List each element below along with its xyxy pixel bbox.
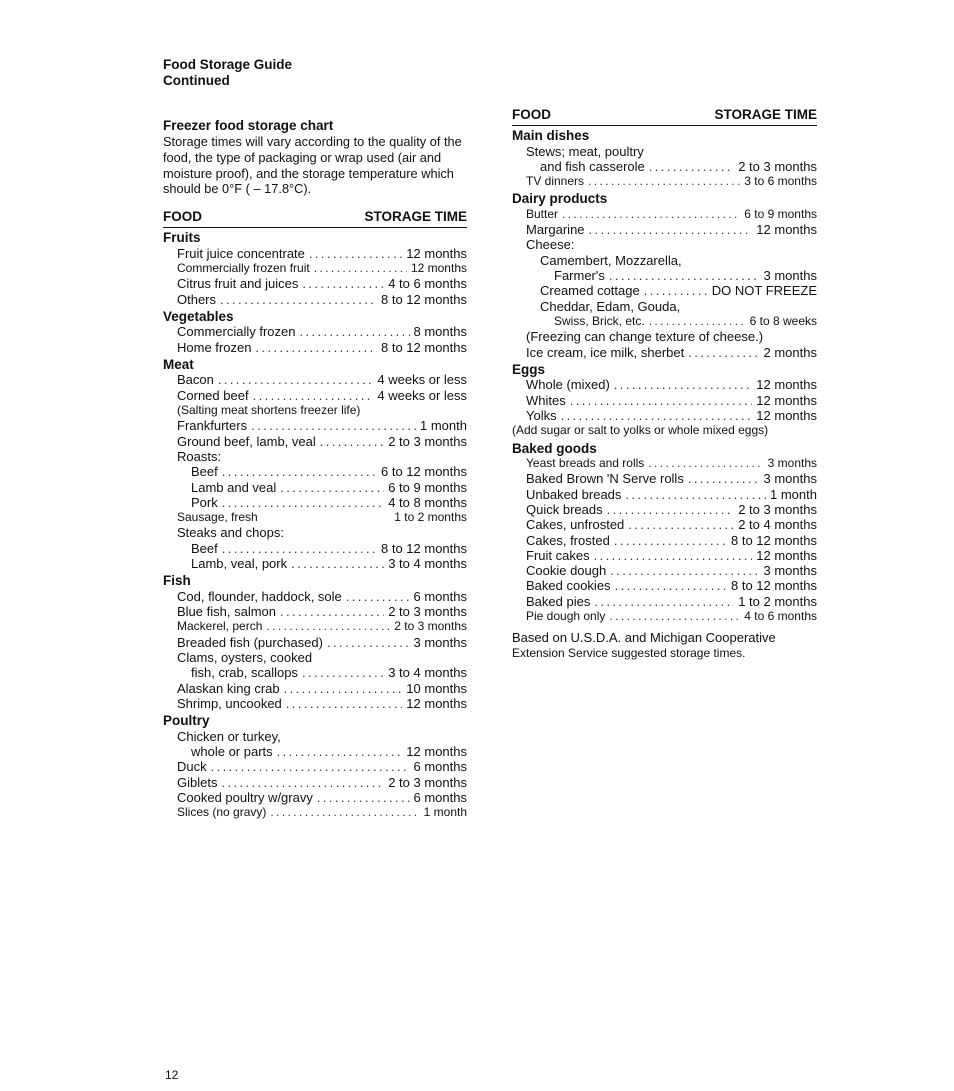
list-item: Lamb, veal, pork ..... 3 to 4 months — [163, 556, 467, 571]
list-item: Shrimp, uncooked ..... 12 months — [163, 696, 467, 711]
list-item: Farmer's ..... 3 months — [512, 268, 817, 283]
subgroup-label: Camembert, Mozzarella, — [540, 252, 682, 268]
column-header — [163, 209, 467, 228]
list-item: Breaded fish (purchased) ..... 3 months — [163, 635, 467, 650]
list-item: Frankfurters ..... 1 month — [163, 418, 467, 433]
subgroup-label: Steaks and chops: — [177, 525, 284, 541]
list-item: Yolks ..... 12 months — [512, 408, 817, 423]
list-item: Commercially frozen ..... 8 months — [163, 324, 467, 339]
list-item: TV dinners ..... 3 to 6 months — [512, 174, 817, 189]
list-item: Commercially frozen fruit ..... 12 months — [163, 261, 467, 276]
section-heading-meat: Meat — [163, 356, 194, 372]
footnote-line-1: Based on U.S.D.A. and Michigan Cooperative — [512, 630, 776, 646]
list-item: Fruit juice concentrate ..... 12 months — [163, 246, 467, 261]
list-item: Cakes, unfrosted ..... 2 to 4 months — [512, 517, 817, 532]
page-number: 12 — [165, 1068, 179, 1082]
list-item: Creamed cottage ..... DO NOT FREEZE — [512, 283, 817, 298]
list-item: Quick breads ..... 2 to 3 months — [512, 502, 817, 517]
section-heading-baked-goods: Baked goods — [512, 440, 597, 456]
list-item: Cookie dough ..... 3 months — [512, 563, 817, 578]
section-heading-main-dishes: Main dishes — [512, 128, 590, 143]
page-title: Food Storage Guide — [163, 57, 293, 72]
subgroup-label: Chicken or turkey, — [177, 728, 281, 744]
list-item: Whole (mixed) ..... 12 months — [512, 377, 817, 392]
storage-time-column-label: STORAGE TIME — [714, 107, 817, 122]
right-column — [512, 107, 817, 661]
list-item: Lamb and veal ..... 6 to 9 months — [163, 480, 467, 495]
list-item: Ice cream, ice milk, sherbet ..... 2 months — [512, 345, 817, 360]
chart-intro: Storage times will vary according to the quality of the food, the type of packaging or wrap used (air and moisture proof), and the storage temperature which should be 0°F ( – 17.8°C). — [163, 134, 462, 197]
footnote-line-2: Extension Service suggested storage times. — [512, 645, 746, 660]
section-heading-dairy-products: Dairy products — [512, 191, 608, 207]
subgroup-label: Cheddar, Edam, Gouda, — [540, 298, 681, 314]
list-item: Corned beef ..... 4 weeks or less — [163, 388, 467, 403]
list-item: fish, crab, scallops ..... 3 to 4 months — [163, 665, 467, 680]
list-item: Baked cookies ..... 8 to 12 months — [512, 578, 817, 593]
note-text: (Salting meat shortens freezer life) — [177, 403, 361, 418]
section-heading-vegetables: Vegetables — [163, 308, 234, 324]
list-item: Beef ..... 6 to 12 months — [163, 464, 467, 479]
list-item: Slices (no gravy) ..... 1 month — [163, 805, 467, 820]
subgroup-label: Clams, oysters, cooked — [177, 650, 313, 666]
list-item: Alaskan king crab ..... 10 months — [163, 681, 467, 696]
list-item: Margarine ..... 12 months — [512, 222, 817, 237]
subgroup-label: Cheese: — [526, 237, 575, 253]
list-item: Sausage, fresh 1 to 2 months — [177, 510, 467, 525]
list-item: Bacon ..... 4 weeks or less — [163, 372, 467, 387]
list-item: Pork ..... 4 to 8 months — [163, 495, 467, 510]
list-item: Mackerel, perch ..... 2 to 3 months — [163, 619, 467, 634]
list-item: and fish casserole ..... 2 to 3 months — [512, 159, 817, 174]
food-column-label: FOOD — [163, 209, 202, 225]
list-item: Ground beef, lamb, veal ..... 2 to 3 months — [163, 434, 467, 449]
note-text: (Add sugar or salt to yolks or whole mixed eggs) — [512, 423, 769, 438]
section-heading-eggs: Eggs — [512, 361, 546, 377]
left-column — [163, 57, 467, 820]
list-item: Unbaked breads ..... 1 month — [512, 487, 817, 502]
list-item: Others ..... 8 to 12 months — [163, 292, 467, 307]
page-subtitle-continued: Continued — [163, 72, 230, 88]
food-column-label: FOOD — [512, 107, 551, 122]
list-item: Home frozen ..... 8 to 12 months — [163, 340, 467, 355]
list-item: Cooked poultry w/gravy ..... 6 months — [163, 790, 467, 805]
section-heading-poultry: Poultry — [163, 713, 210, 729]
list-item: Baked Brown 'N Serve rolls ..... 3 months — [512, 471, 817, 486]
list-item: Swiss, Brick, etc. ..... 6 to 8 weeks — [512, 314, 817, 329]
section-heading-fish: Fish — [163, 573, 191, 589]
subgroup-label: Stews; meat, poultry — [526, 143, 644, 159]
list-item: Pie dough only ..... 4 to 6 months — [512, 609, 817, 624]
list-item: Cod, flounder, haddock, sole ..... 6 months — [163, 589, 467, 604]
section-heading-fruits: Fruits — [163, 230, 201, 246]
list-item: Citrus fruit and juices ..... 4 to 6 months — [163, 276, 467, 291]
note-text: (Freezing can change texture of cheese.) — [526, 329, 764, 345]
list-item: Blue fish, salmon ..... 2 to 3 months — [163, 604, 467, 619]
list-item: Baked pies ..... 1 to 2 months — [512, 594, 817, 609]
list-item: Fruit cakes ..... 12 months — [512, 548, 817, 563]
list-item: Duck ..... 6 months — [163, 759, 467, 774]
list-item: Butter ..... 6 to 9 months — [512, 207, 817, 222]
list-item: Cakes, frosted ..... 8 to 12 months — [512, 533, 817, 548]
column-header — [512, 107, 817, 126]
footnote — [512, 630, 817, 661]
storage-time-column-label: STORAGE TIME — [364, 209, 467, 225]
list-item: Giblets ..... 2 to 3 months — [163, 775, 467, 790]
chart-title: Freezer food storage chart — [163, 118, 334, 133]
subgroup-label: Roasts: — [177, 448, 222, 464]
list-item: whole or parts ..... 12 months — [163, 744, 467, 759]
list-item: Yeast breads and rolls ..... 3 months — [512, 456, 817, 471]
list-item: Whites ..... 12 months — [512, 393, 817, 408]
list-item: Beef ..... 8 to 12 months — [163, 541, 467, 556]
